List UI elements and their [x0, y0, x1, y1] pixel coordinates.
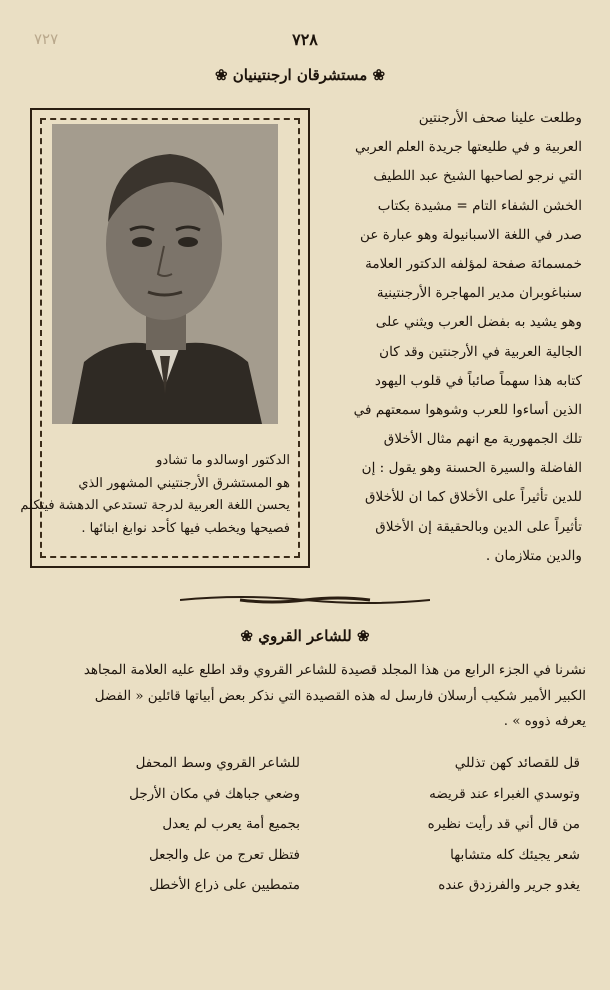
verse-line: متمطيين على ذراع الأخطل [149, 877, 300, 893]
verse-line: بجميع أمة يعرب لم يعدل [162, 816, 300, 832]
article-body [320, 104, 582, 571]
text-line: للدين تأثيراً على الأخلاق كما ان للأخلاق [364, 489, 582, 506]
verse-line: شعر يجيئك كله متشابها [450, 846, 580, 863]
text-line: الذين أساءوا للعرب وشوهوا سمعتهم في [353, 401, 582, 418]
poem-introduction [30, 658, 586, 735]
portrait-illustration [52, 124, 278, 424]
caption-line: هو المستشرق الأرجنتيني المشهور الذي [78, 475, 290, 491]
text-line: الفاضلة والسيرة الحسنة وهو يقول : إن [361, 460, 582, 477]
verse-line: وتوسدي الغبراء عند قريضه [429, 785, 580, 802]
poem-verses-first-hemistich [340, 748, 580, 901]
text-line: وطلعت علينا صحف الأرجنتين [418, 110, 582, 126]
ornament-icon: ❀ [240, 627, 253, 645]
ornament-icon: ❀ [372, 66, 386, 84]
intro-line: يعرفه ذووه » . [503, 714, 586, 729]
text-line: الخشن الشفاء التام = مشيدة بكتاب [377, 197, 582, 214]
ornament-icon: ❀ [214, 66, 228, 84]
text-line: تأثيراً على الدين وبالحقيقة إن الأخلاق [375, 518, 582, 535]
text-line: الجالية العربية في الأرجنتين وقد كان [379, 343, 582, 360]
text-line: التي نرجو لصاحبها الشيخ عبد اللطيف [373, 168, 582, 185]
caption-line: يحسن اللغة العربية لدرجة تستدعي الدهشة فيتكلم [20, 498, 290, 514]
intro-line: نشرنا في الجزء الرابع من هذا المجلد قصيدة للشاعر القروي وقد اطلع عليه العلامة المجاهد [83, 663, 586, 678]
caption-line: فصيحها ويخطب فيها كأحد نوابغ ابنائها . [81, 520, 290, 536]
section-divider [180, 594, 430, 606]
verse-line: وضعي جباهك في مكان الأرجل [129, 785, 300, 802]
text-line: تلك الجمهورية مع انهم مثال الأخلاق [383, 431, 582, 448]
poem-title [230, 627, 380, 645]
poem-title-text: للشاعر القروي [258, 627, 352, 645]
verse-line: قل للقصائد كهن تذللي [454, 755, 580, 771]
text-line: صدر في اللغة الاسبانيولة وهو عبارة عن [359, 226, 582, 243]
verse-line: من قال أني قد رأيت نظيره [427, 816, 580, 832]
article-title-text: مستشرقان ارجنتينيان [232, 66, 368, 84]
text-line: خمسمائة صفحة لمؤلفه الدكتور العلامة [365, 255, 582, 272]
caption-line: الدكتور اوسالدو ما تشادو [156, 453, 290, 468]
photo-caption [20, 450, 290, 540]
text-line: وهو يشيد به بفضل العرب ويثني على [375, 314, 582, 331]
portrait-photo [52, 124, 278, 424]
ornament-icon: ❀ [357, 627, 370, 645]
verse-line: يغدو جرير والفرزدق عنده [438, 877, 580, 893]
text-line: والدين متلازمان . [485, 547, 582, 564]
text-line: العربية و في طليعتها جريدة العلم العربي [354, 139, 582, 156]
verse-line: فتظل تعرج من عل والجعل [148, 846, 300, 863]
text-line: سنباغوبران مدير المهاجرة الأرجنتينية [376, 285, 582, 302]
poem-verses-second-hemistich [60, 748, 300, 901]
verse-line: للشاعر القروي وسط المحفل [135, 755, 300, 771]
intro-line: الكبير الأمير شكيب أرسلان فارسل له هذه القصيدة التي نذكر بعض أبياتها قائلين « الفضل [94, 688, 586, 704]
bleed-through-page-number: ٧٢٧ [34, 30, 59, 48]
page-number: ٧٢٨ [292, 30, 318, 49]
article-title [210, 66, 390, 84]
text-line: كتابه هذا سهماً صائباً في قلوب اليهود [374, 372, 582, 389]
